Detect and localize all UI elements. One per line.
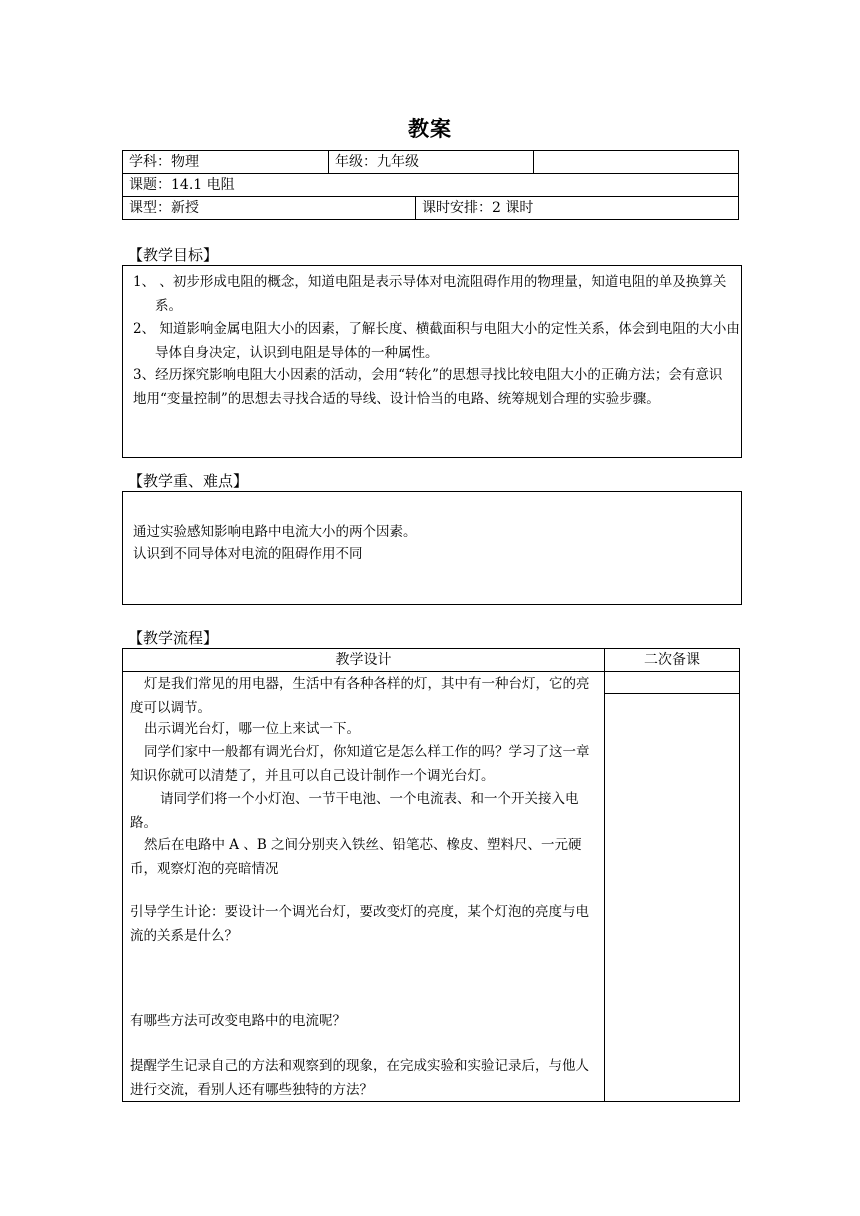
topic-cell: 课题：14.1 电阻 (129, 177, 235, 193)
grade-cell: 年级：九年级 (335, 154, 419, 170)
goal-item-3: 3、经历探究影响电阻大小因素的活动，会用“转化”的思想寻找比较电阻大小的正确方法；会有意识地用“变量控制”的思想去寻找合适的导线、设计恰当的电路、统筹规划合理的实验步骤。 (133, 367, 723, 407)
process-heading: 【教学流程】 (128, 629, 219, 647)
design-column-header: 教学设计 (335, 652, 392, 668)
key-point-line-2: 认识到不同导体对电流的阻碍作用不同 (133, 546, 363, 562)
process-paragraph-2: 出示调光台灯，哪一位上来试一下。 (144, 721, 360, 737)
process-paragraph-7: 有哪些方法可改变电路中的电流呢？ (130, 1013, 346, 1029)
goal-item-2: 2、 知道影响金属电阻大小的因素，了解长度、横截面积与电阻大小的定性关系，体会到电阻的大小由导体自身决定，认识到电阻是导体的一种属性。 (133, 321, 740, 361)
key-points-box (122, 491, 742, 605)
process-paragraph-1: 灯是我们常见的用电器，生活中有各种各样的灯，其中有一种台灯，它的亮度可以调节。 (130, 676, 590, 716)
document-title: 教案 (408, 117, 452, 141)
prep-column-header: 二次备课 (644, 652, 700, 668)
subject-cell: 学科：物理 (129, 154, 199, 170)
key-point-line-1: 通过实验感知影响电路中电流大小的两个因素。 (133, 524, 417, 540)
process-paragraph-3: 同学们家中一般都有调光台灯，你知道它是怎么样工作的吗？学习了这一章知识你就可以清楚了，并且可以自己设计制作一个调光台灯。 (130, 744, 590, 784)
process-paragraph-8: 提醒学生记录自己的方法和观察到的现象，在完成实验和实验记录后，与他人进行交流，看别人还有哪些独特的方法？ (130, 1058, 589, 1098)
process-paragraph-4: 请同学们将一个小灯泡、一节干电池、一个电流表、和一个开关接入电路。 (130, 791, 579, 831)
goals-heading: 【教学目标】 (128, 246, 219, 264)
goal-item-1: 1、 、初步形成电阻的概念，知道电阻是表示导体对电流阻碍作用的物理量，知道电阻的单及换算关系。 (133, 274, 727, 314)
schedule-cell: 课时安排：2 课时 (422, 200, 534, 216)
key-points-heading: 【教学重、难点】 (128, 472, 249, 490)
info-table (122, 150, 739, 220)
lesson-type-cell: 课型：新授 (129, 200, 199, 216)
process-paragraph-6: 引导学生计论：要设计一个调光台灯，要改变灯的亮度，某个灯泡的亮度与电流的关系是什么？ (130, 904, 589, 944)
goals-box (122, 265, 742, 458)
process-table (122, 648, 740, 1102)
process-paragraph-5: 然后在电路中 A 、B 之间分别夹入铁丝、铅笔芯、橡皮、塑料尺、一元硬币，观察灯泡的亮暗情况 (130, 837, 582, 877)
